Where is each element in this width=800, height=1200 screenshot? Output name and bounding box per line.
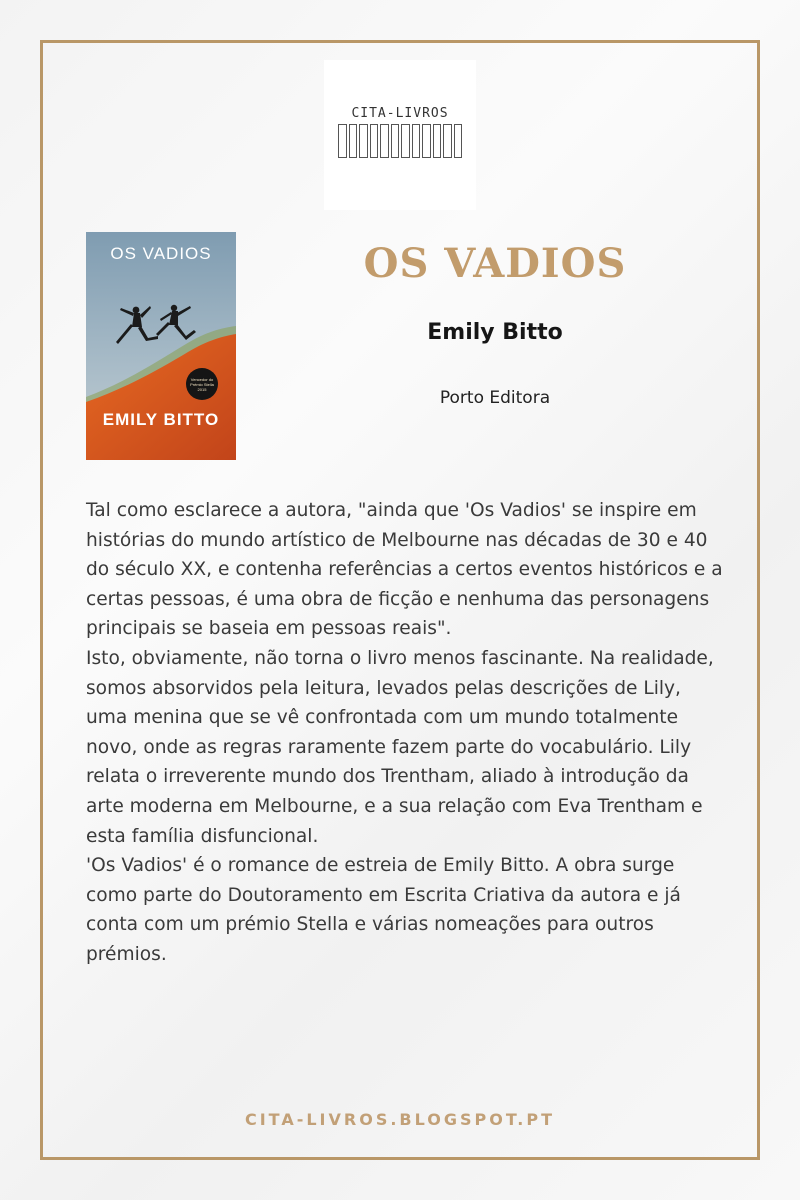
book-publisher: Porto Editora xyxy=(439,388,551,408)
book-cover-image xyxy=(86,232,236,460)
review-paragraph: 'Os Vadios' é o romance de estreia de Emily Bitto. A obra surge como parte do Doutoramento em Escrita Criativa da autora e já conta com um prémio Stella e várias nomeações para outros prémios. xyxy=(86,855,681,965)
logo-bar xyxy=(433,124,442,158)
logo-bar xyxy=(443,124,452,158)
logo-bar xyxy=(391,124,400,158)
logo-bar xyxy=(401,124,410,158)
review-text xyxy=(86,496,726,970)
logo-text: CITA-LIVROS xyxy=(351,106,449,121)
logo-bar xyxy=(349,124,358,158)
cover-title: OS VADIOS xyxy=(110,244,212,263)
cita-livros-logo xyxy=(324,60,476,210)
logo-bar xyxy=(412,124,421,158)
logo-bar xyxy=(359,124,368,158)
blog-url-link[interactable]: CITA-LIVROS.BLOGSPOT.PT xyxy=(244,1110,556,1129)
cover-author: EMILY BITTO xyxy=(102,410,220,429)
logo-bar xyxy=(338,124,347,158)
logo-bar xyxy=(380,124,389,158)
logo-bar xyxy=(370,124,379,158)
logo-bars xyxy=(338,124,462,158)
badge-line: 2015 xyxy=(197,386,207,392)
book-author: Emily Bitto xyxy=(427,320,563,345)
book-title: OS VADIOS xyxy=(363,240,627,287)
badge-line: Prémio Stella xyxy=(190,381,214,387)
badge-line: Vencedor do xyxy=(190,376,214,382)
logo-bar xyxy=(454,124,463,158)
prize-badge xyxy=(186,368,218,400)
review-paragraph: Isto, obviamente, não torna o livro menos fascinante. Na realidade, somos absorvidos pela leitura, levados pelas descrições de Lily, uma menina que se vê confrontada com um mundo totalmente novo, onde as regras raramente fazem parte do vocabulário. Lily relata o irreverente mundo dos Trentham, aliado à introdução da arte moderna em Melbourne, e a sua relação com Eva Trentham e esta família disfuncional. xyxy=(86,647,714,847)
logo-bar xyxy=(422,124,431,158)
review-paragraph: Tal como esclarece a autora, "ainda que 'Os Vadios' se inspire em histórias do mundo artístico de Melbourne nas décadas de 30 e 40 do século XX, e contenha referências a certos eventos históricos e a certas pessoas, é uma obra de ficção e nenhuma das personagens principais se baseia em pessoas reais". xyxy=(86,500,723,640)
